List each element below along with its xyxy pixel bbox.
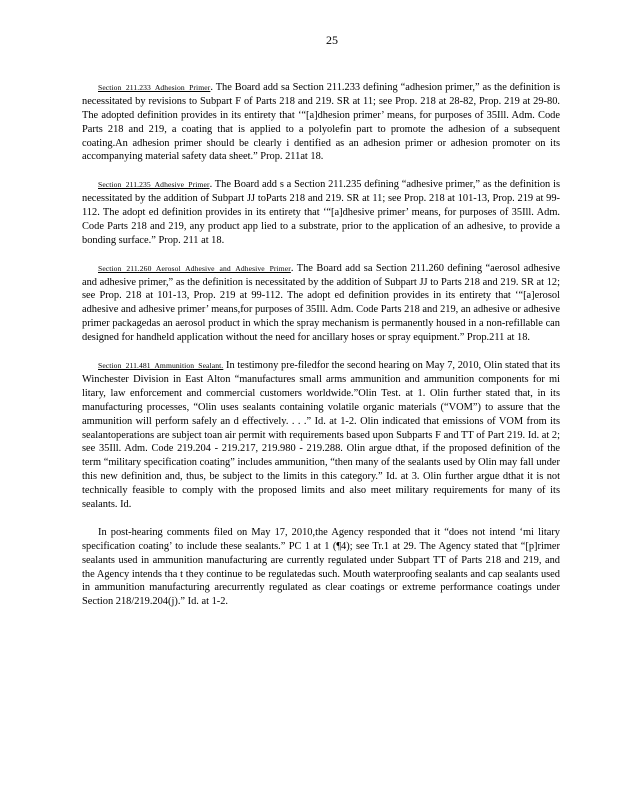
paragraph-body: . The Board add s a Section 211.235 defining “adhesive primer,” as the definition is necessitated by the addition of Subpart JJ toParts 218 and 219. SR at 11; see Prop. 218 at 101-13, Prop. 219 at 99-112. The adopt ed definition provides in its entirety that ‘“[a]dhesive primer’ means, for purposes of 35Ill. Adm. Code Parts 218 and 219, any product app lied to a substrate, prior to the application of an adhesive, to provide a bonding surface.” Prop. 211 at 18.	[82, 179, 560, 246]
paragraph-ammunition-sealant	[82, 359, 560, 512]
paragraph-body: . The Board add sa Section 211.233 defining “adhesion primer,” as the definition is necessitated by revisions to Subpart F of Parts 218 and 219. SR at 11; see Prop. 218 at 28-82, Prop. 219 at 29-80. The adopted definition provides in its entirety that ‘“[a]dhesion primer’ means, for purposes of 35Ill. Adm. Code Parts 218 and 219, a coating that is applied to a polyolefin part to promote the adhesion of a subsequent coating.An adhesion primer should be clearly i dentified as an adhesion primer or adhesion promoter on its accompanying material safety data sheet.” Prop. 211at 18.	[82, 81, 561, 163]
paragraph-body: In post-hearing comments filed on May 17, 2010,the Agency responded that it “does not intend ‘mi litary specification coating’ to include these sealants.” PC 1 at 1 (¶4); see Tr.1 at 29. The Agency stated that “[p]rimer sealants used in ammunition manufacturing are currently regulated under Subpart TT of Parts 218 and 219, and the Agency intends tha t they continue to be regulatedas such. Mouth waterproofing sealants and cap sealants used in ammunition manufacturing arecurrently regulated as clear coatings or extreme performance coatings under Section 218/219.204(j).” Id. at 1-2.	[82, 526, 560, 608]
paragraph-body: In testimony pre-filedfor the second hearing on May 7, 2010, Olin stated that its Winchester Division in East Alton “manufactures small arms ammunition and ammunition components for mi litary, law enforcement and commercial customers worldwide.”Olin Test. at 1. Olin further stated that, in its manufacturing processes, “Olin uses sealants containing volatile organic materials (“VOM”) to assure that the ammunition will perform safely an d effectively. . . .” Id. at 1-2. Olin indicated that emissions of VOM from its sealantoperations are subject toan air permit with requirements based upon Subparts F and TT of Part 219. Id. at 2; see 35Ill. Adm. Code 219.204 - 219.217, 219.980 - 219.288. Olin argue dthat, if the proposed definition of the term “military specification coating” includes ammunition, “then many of the sealants used by Olin may fall under this new definition and, thus, be subject to the limits in this category.” Id. at 3. Olin further argue dthat it is not technically feasible to comply with the proposed limits and also meet military requirements for many of its sealants. Id.	[82, 359, 561, 511]
section-heading: Section 211.233 Adhesion Primer	[98, 82, 211, 92]
section-heading: Section 211.481 Ammunition Sealant.	[98, 360, 224, 370]
paragraph-aerosol-adhesive	[82, 262, 560, 345]
paragraph-agency-response	[82, 526, 560, 609]
paragraph-adhesive-primer	[82, 178, 560, 248]
paragraph-adhesion-primer	[82, 81, 560, 164]
section-heading: Section 211.235 Adhesive Primer	[98, 180, 210, 190]
page-number: 25	[326, 33, 338, 47]
paragraph-body: . The Board add sa Section 211.260 defining “aerosol adhesive and adhesive primer,” as the definition is necessitated by the addition of Subpart JJ to Parts 218 and 219. SR at 12; see Prop. 218 at 101-13, Prop. 219 at 99-112. The adopt ed definition provides in its entirety that ‘“[a]erosol adhesive and adhesive primer’ means,for purposes of 35Ill. Adm. Code Parts 218 and 219, an adhesive or adhesive primer packagedas an aerosol product in which the spray mechanism is permanently housed in a non-refillable can designed for handheld application without the need for ancillary hoses or spray equipment.” Prop.211 at 18.	[82, 262, 561, 344]
section-heading: Section 211.260 Aerosol Adhesive and Adhesive Primer	[98, 263, 291, 273]
